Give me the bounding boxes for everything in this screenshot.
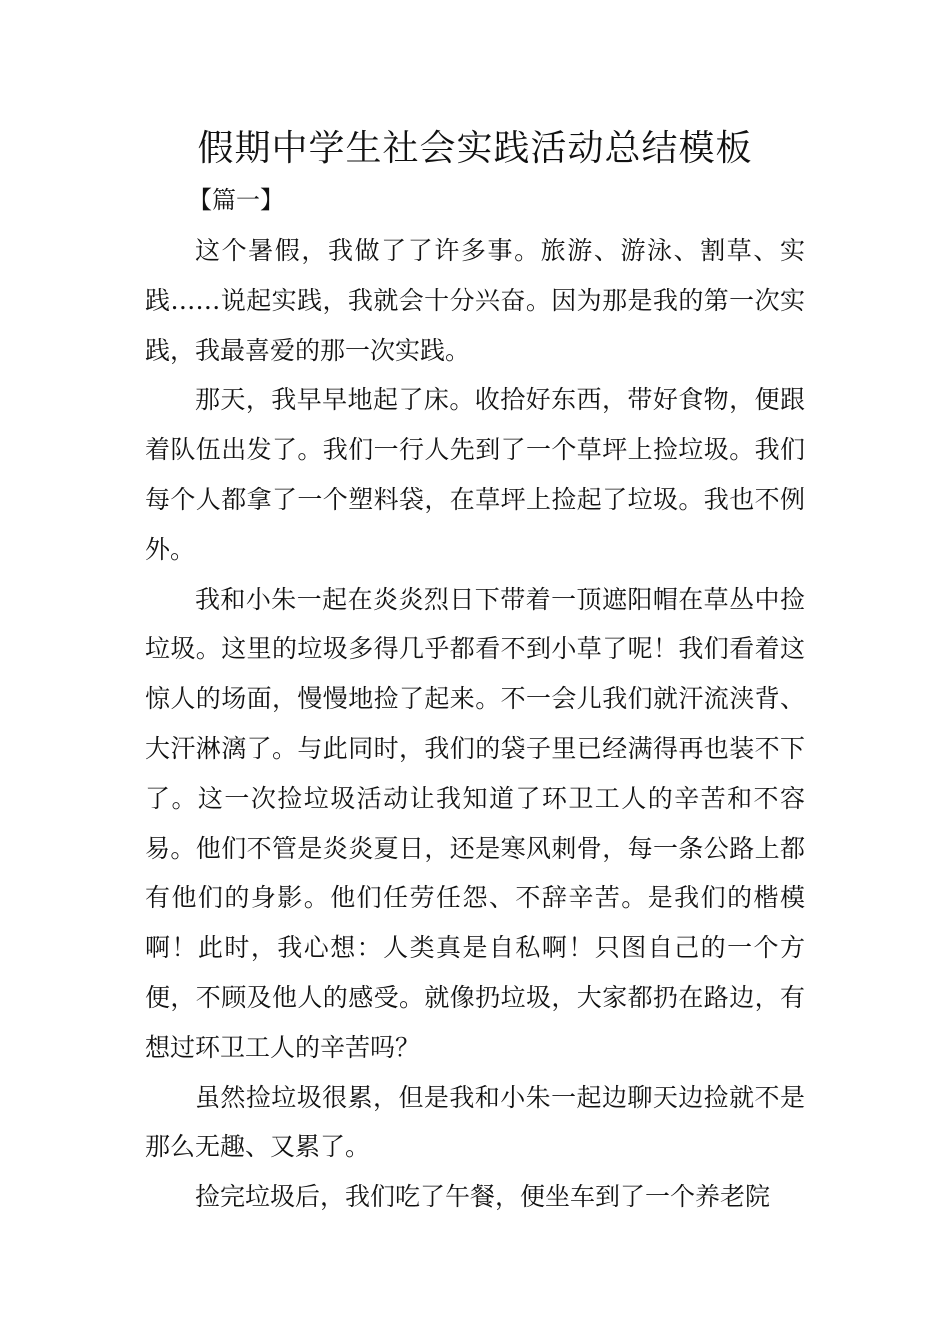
section-label: 【篇一】 (188, 186, 284, 214)
paragraph: 那天，我早早地起了床。收拾好东西，带好食物，便跟着队伍出发了。我们一行人先到了一个草坪上捡垃圾。我们每个人都拿了一个塑料袋，在草坪上捡起了垃圾。我也不例外。 (145, 385, 805, 564)
paragraph: 虽然捡垃圾很累，但是我和小朱一起边聊天边捡就不是那么无趣、又累了。 (145, 1082, 805, 1162)
document-title: 假期中学生社会实践活动总结模板 (197, 128, 753, 169)
paragraph: 这个暑假，我做了了许多事。旅游、游泳、割草、实践……说起实践，我就会十分兴奋。因为那是我的第一次实践，我最喜爱的那一次实践。 (145, 236, 805, 365)
body-text (145, 226, 805, 1222)
paragraph: 捡完垃圾后，我们吃了午餐，便坐车到了一个养老院 (195, 1182, 771, 1212)
paragraph: 我和小朱一起在炎炎烈日下带着一顶遮阳帽在草丛中捡垃圾。这里的垃圾多得几乎都看不到小草了呢！我们看着这惊人的场面，慢慢地捡了起来。不一会儿我们就汗流浃背、大汗淋漓了。与此同时，我们的袋子里已经满得再也装不下了。这一次捡垃圾活动让我知道了环卫工人的辛苦和不容易。他们不管是炎炎夏日，还是寒风刺骨，每一条公路上都有他们的身影。他们任劳任怨、不辞辛苦。是我们的楷模啊！此时，我心想：人类真是自私啊！只图自己的一个方便，不顾及他人的感受。就像扔垃圾，大家都扔在路边，有想过环卫工人的辛苦吗？ (145, 584, 805, 1062)
